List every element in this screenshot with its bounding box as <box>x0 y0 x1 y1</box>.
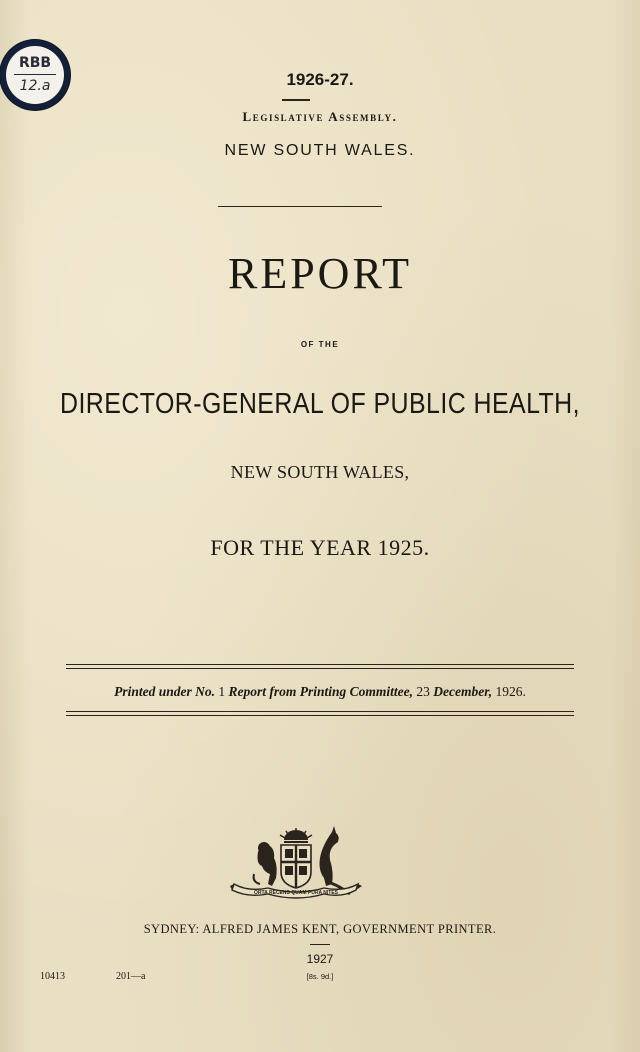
printing-order-line <box>0 684 640 700</box>
session-year: 1926-27. <box>286 70 354 89</box>
state-heading: NEW SOUTH WALES. <box>224 142 416 159</box>
report-title: REPORT <box>227 249 413 298</box>
double-rule-bottom-a <box>66 711 574 712</box>
print-code-left: 10413 <box>40 971 65 982</box>
print-code-mid: 201—a <box>116 971 146 982</box>
double-rule-top-a <box>66 664 574 665</box>
double-rule-bottom-b <box>66 715 574 716</box>
title-rule <box>218 206 382 207</box>
office-title: DIRECTOR-GENERAL OF PUBLIC HEALTH, <box>60 388 580 420</box>
double-rule-top-b <box>66 668 574 669</box>
order-month: December, <box>433 684 493 699</box>
of-the-label: OF THE <box>300 340 340 349</box>
printer-imprint: SYDNEY: ALFRED JAMES KENT, GOVERNMENT PRINTER. <box>143 922 497 936</box>
imprint-rule <box>310 944 330 945</box>
coat-of-arms-image <box>228 826 364 900</box>
short-rule <box>282 99 310 101</box>
report-number: 1 <box>218 684 226 699</box>
stamp-shelfmark-top: RBB <box>18 55 52 71</box>
committee-text: Report from Printing Committee, <box>228 684 414 699</box>
order-year: 1926. <box>495 684 526 699</box>
crest-motto: ORTA RECENS QUAM PURA NITES <box>254 890 338 896</box>
stamp-shelfmark-bottom: 12.a <box>19 78 51 94</box>
printed-under-text: Printed under No. <box>114 684 215 699</box>
state-subtitle: NEW SOUTH WALES, <box>230 462 410 482</box>
order-day: 23 <box>416 684 430 699</box>
legislative-assembly-heading: Legislative Assembly. <box>242 109 398 124</box>
price: [8s. 9d.] <box>306 972 334 981</box>
report-period: FOR THE YEAR 1925. <box>210 535 430 560</box>
publication-year: 1927 <box>306 952 334 966</box>
